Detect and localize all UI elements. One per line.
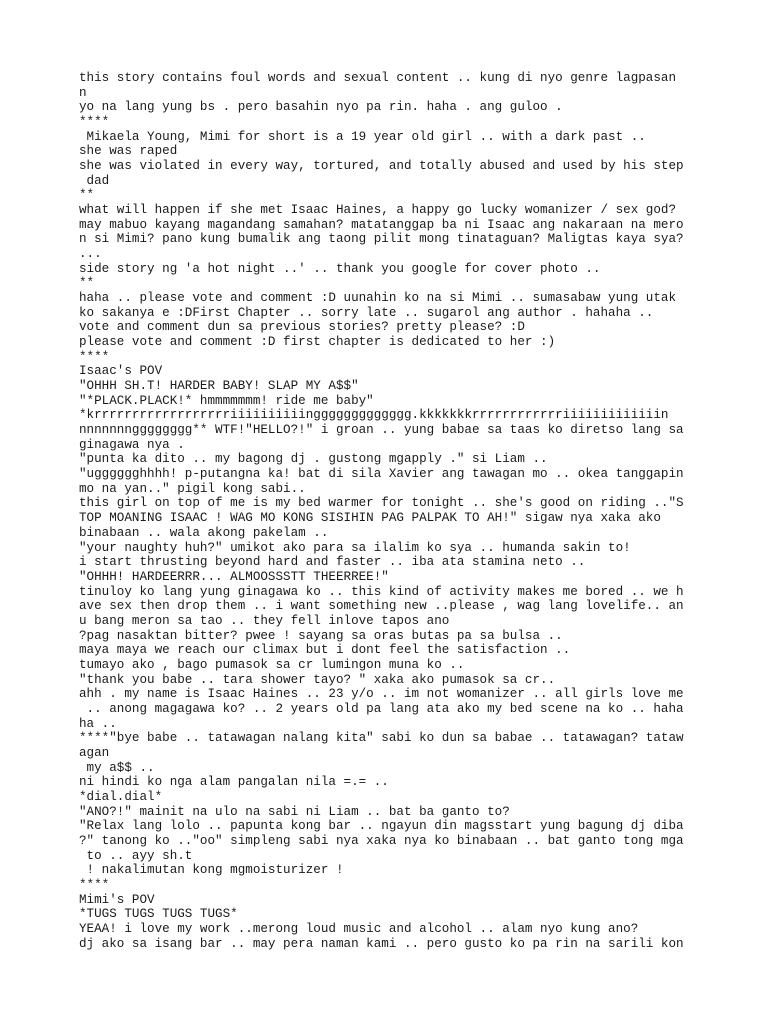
text-line: "*PLACK.PLACK!* hmmmmmmm! ride me baby" — [79, 393, 374, 408]
text-line: **** — [79, 877, 110, 892]
text-line: *TUGS TUGS TUGS TUGS* — [79, 907, 238, 922]
text-line: i start thrusting beyond hard and faster .. iba ata stamina neto .. — [79, 555, 586, 570]
text-line: "thank you babe .. tara shower tayo? " xaka ako pumasok sa cr.. — [79, 672, 556, 687]
text-line: **** — [79, 349, 110, 364]
text-line: maya maya we reach our climax but i dont feel the satisfaction .. — [79, 643, 571, 658]
text-line: ! nakalimutan kong mgmoisturizer ! — [79, 863, 344, 878]
text-line: this story contains foul words and sexual content .. kung di nyo genre lagpasan — [79, 71, 677, 85]
text-line: tumayo ako , bago pumasok sa cr lumingon muna ko .. — [79, 657, 465, 672]
text-line: "OHHH SH.T! HARDER BABY! SLAP MY A$$" — [79, 379, 359, 394]
text-line: n si Mimi? pano kung bumalik ang taong pilit mong tinataguan? Maligtas kaya sya? — [79, 232, 684, 247]
text-line: side story ng 'a hot night ..' .. thank you google for cover photo .. — [79, 261, 601, 276]
text-line: may mabuo kayang magandang samahan? matatanggap ba ni Isaac ang nakaraan na mero — [79, 217, 684, 232]
text-line: binabaan .. wala akong pakelam .. — [79, 525, 329, 540]
text-line: n — [79, 85, 87, 100]
text-line: tinuloy ko lang yung ginagawa ko .. this kind of activity makes me bored .. we h — [79, 584, 684, 599]
text-line: "your naughty huh?" umikot ako para sa ilalim ko sya .. humanda sakin to! — [79, 540, 631, 555]
text-line: **** — [79, 115, 110, 130]
text-line: to .. ayy sh.t — [79, 848, 193, 863]
text-line: she was raped — [79, 144, 178, 159]
text-line: ahh . my name is Isaac Haines .. 23 y/o .. im not womanizer .. all girls love me — [79, 687, 684, 702]
text-line: this girl on top of me is my bed warmer for tonight .. she's good on riding .."S — [79, 496, 684, 511]
text-line: ko sakanya e :DFirst Chapter .. sorry late .. sugarol ang author . hahaha .. — [79, 305, 654, 320]
text-line: Mikaela Young, Mimi for short is a 19 year old girl .. with a dark past .. — [79, 129, 646, 144]
text-line: haha .. please vote and comment :D uunahin ko na si Mimi .. sumasabaw yung utak — [79, 291, 677, 306]
text-line: Isaac's POV — [79, 364, 163, 379]
text-line: she was violated in every way, tortured, and totally abused and used by his step — [79, 159, 684, 174]
text-line: ?pag nasaktan bitter? pwee ! sayang sa oras butas pa sa bulsa .. — [79, 628, 563, 643]
text-line: "ANO?!" mainit na ulo na sabi ni Liam .. bat ba ganto to? — [79, 804, 510, 819]
text-line: ** — [79, 276, 95, 291]
text-line: "punta ka dito .. my bagong dj . gustong mgapply ." si Liam .. — [79, 452, 548, 467]
text-line: ... — [79, 247, 102, 262]
text-line: ****"bye babe .. tatawagan nalang kita" sabi ko dun sa babae .. tatawagan? tataw — [79, 731, 684, 746]
text-line: *krrrrrrrrrrrrrrrrrriiiiiiiiiinggggggggggggg.kkkkkkkrrrrrrrrrrrriiiiiiiiiiiiin — [79, 408, 669, 423]
text-line: *dial.dial* — [79, 789, 163, 804]
text-line: ni hindi ko nga alam pangalan nila =.= .. — [79, 775, 389, 790]
text-line: mo na yan.." pigil kong sabi.. — [79, 481, 306, 496]
story-text — [79, 71, 719, 951]
text-line: "Relax lang lolo .. papunta kong bar .. ngayun din magsstart yung bagung dj diba — [79, 819, 684, 834]
text-line: my a$$ .. — [79, 760, 155, 775]
text-line: yo na lang yung bs . pero basahin nyo pa rin. haha . ang guloo . — [79, 100, 563, 115]
text-line: ** — [79, 188, 95, 203]
text-line: agan — [79, 745, 110, 760]
text-line: u bang meron sa tao .. they fell inlove tapos ano — [79, 613, 450, 628]
text-line: ha .. — [79, 716, 117, 731]
text-line: .. anong magagawa ko? .. 2 years old pa lang ata ako my bed scene na ko .. haha — [79, 701, 684, 716]
text-line: vote and comment dun sa previous stories? pretty please? :D — [79, 320, 525, 335]
text-line: Mimi's POV — [79, 892, 155, 907]
text-line: ?" tanong ko .."oo" simpleng sabi nya xaka nya ko binabaan .. bat ganto tong mga — [79, 833, 684, 848]
text-line: what will happen if she met Isaac Haines, a happy go lucky womanizer / sex god? — [79, 203, 677, 218]
text-line: YEAA! i love my work ..merong loud music and alcohol .. alam nyo kung ano? — [79, 921, 639, 936]
text-line: "ugggggghhhh! p-putangna ka! bat di sila Xavier ang tawagan mo .. okea tanggapin — [79, 467, 684, 482]
text-line: "OHHH! HARDEERRR... ALMOOSSSTT THEERREE!" — [79, 569, 389, 584]
text-line: ginagawa nya . — [79, 437, 185, 452]
text-line: dj ako sa isang bar .. may pera naman kami .. pero gusto ko pa rin na sarili kon — [79, 936, 684, 951]
text-line: nnnnnnngggggggg** WTF!"HELLO?!" i groan .. yung babae sa taas ko diretso lang sa — [79, 423, 684, 438]
text-line: ave sex then drop them .. i want something new ..please , wag lang lovelife.. an — [79, 599, 684, 614]
text-line: TOP MOANING ISAAC ! WAG MO KONG SISIHIN PAG PALPAK TO AH!" sigaw nya xaka ako — [79, 511, 661, 526]
text-line: dad — [79, 173, 110, 188]
text-line: please vote and comment :D first chapter is dedicated to her :) — [79, 335, 556, 350]
